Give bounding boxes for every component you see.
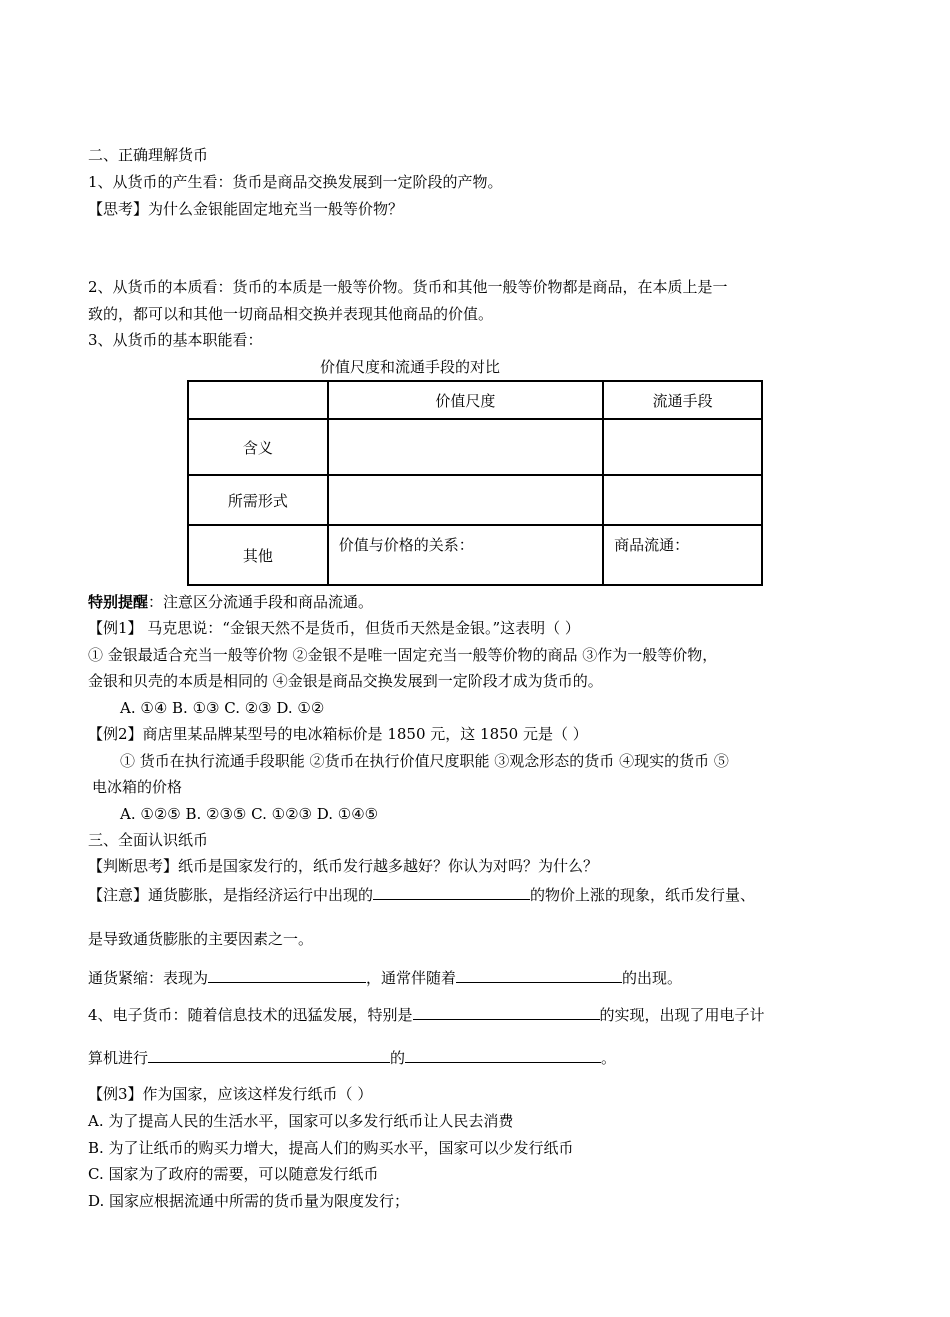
example-1-options-line-2: 金银和贝壳的本质是相同的 ④金银是商品交换发展到一定阶段才成为货币的。 — [88, 672, 603, 690]
fill-blank[interactable] — [456, 966, 622, 983]
p4-text-3: 算机进行 — [88, 1049, 149, 1067]
example-3-option-a: A. 为了提高人民的生活水平，国家可以多发行纸币让人民去消费 — [88, 1112, 514, 1130]
paragraph-1: 1、从货币的产生看：货币是商品交换发展到一定阶段的产物。 — [88, 173, 503, 191]
example-2-options-line-1: ① 货币在执行流通手段职能 ②货币在执行价值尺度职能 ③观念形态的货币 ④现实的货币 ⑤ — [120, 752, 729, 770]
row-label-form: 所需形式 — [188, 475, 328, 525]
table-row — [188, 525, 762, 585]
note-text-1: 【注意】通货膨胀，是指经济运行中出现的 — [88, 886, 374, 904]
cell-commodity-circulation: 商品流通： — [603, 525, 762, 585]
example-1-options-line-1: ① 金银最适合充当一般等价物 ②金银不是唯一固定充当一般等价物的商品 ③作为一般等价物， — [88, 646, 718, 664]
fill-blank[interactable] — [405, 1046, 601, 1063]
think-question: 【思考】为什么金银能固定地充当一般等价物？ — [88, 200, 404, 218]
table-row — [188, 475, 762, 525]
header-cell-empty — [188, 381, 328, 419]
table-cell — [603, 419, 762, 475]
note-line-1 — [88, 883, 755, 905]
reminder-text: ：注意区分流通手段和商品流通。 — [148, 593, 374, 611]
fill-blank[interactable] — [208, 966, 366, 983]
example-3-option-b: B. 为了让纸币的购买力增大，提高人们的购买水平，国家可以少发行纸币 — [88, 1139, 574, 1157]
example-1-stem: 【例1】 马克思说：“金银天然不是货币，但货币天然是金银。”这表明（ ） — [88, 619, 580, 637]
table-row — [188, 419, 762, 475]
paragraph-2-line-1: 2、从货币的本质看：货币的本质是一般等价物。货币和其他一般等价物都是商品，在本质上是一 — [88, 278, 728, 296]
note-text-2: 的物价上涨的现象，纸币发行量、 — [530, 886, 756, 904]
paragraph-2-line-2: 致的，都可以和其他一切商品相交换并表现其他商品的价值。 — [88, 305, 494, 323]
header-cell-circulation: 流通手段 — [603, 381, 762, 419]
fill-blank[interactable] — [373, 883, 530, 900]
p4-text-2: 的实现，出现了用电子计 — [599, 1006, 765, 1024]
note-line-2: 是导致通货膨胀的主要因素之一。 — [88, 930, 314, 948]
paragraph-4-line-1 — [88, 1003, 765, 1025]
deflation-text-2: ，通常伴随着 — [366, 969, 457, 987]
example-1-choices: A. ①④ B. ①③ C. ②③ D. ①② — [120, 699, 325, 717]
section-2-title: 二、正确理解货币 — [88, 146, 209, 164]
judge-question: 【判断思考】纸币是国家发行的，纸币发行越多越好？你认为对吗？为什么？ — [88, 857, 599, 875]
table-header-row — [188, 381, 762, 419]
table-cell — [328, 475, 603, 525]
header-cell-value-measure: 价值尺度 — [328, 381, 603, 419]
deflation-text-3: 的出现。 — [622, 969, 683, 987]
row-label-other: 其他 — [188, 525, 328, 585]
section-3-title: 三、全面认识纸币 — [88, 831, 209, 849]
example-3-option-d: D. 国家应根据流通中所需的货币量为限度发行； — [88, 1192, 410, 1210]
p4-text-1: 4、电子货币：随着信息技术的迅猛发展，特别是 — [88, 1006, 413, 1024]
reminder-label: 特别提醒 — [88, 593, 149, 611]
table-cell — [603, 475, 762, 525]
paragraph-4-line-2 — [88, 1046, 616, 1068]
example-3-option-c: C. 国家为了政府的需要，可以随意发行纸币 — [88, 1165, 379, 1183]
cell-value-price-relation: 价值与价格的关系： — [328, 525, 603, 585]
example-2-options-line-2: 电冰箱的价格 — [92, 778, 183, 796]
deflation-line — [88, 966, 682, 988]
table-cell — [328, 419, 603, 475]
example-2-choices: A. ①②⑤ B. ②③⑤ C. ①②③ D. ①④⑤ — [120, 805, 379, 823]
row-label-meaning: 含义 — [188, 419, 328, 475]
paragraph-3: 3、从货币的基本职能看： — [88, 331, 263, 349]
special-reminder — [88, 592, 373, 612]
example-2-stem: 【例2】商店里某品牌某型号的电冰箱标价是 1850 元，这 1850 元是（ ） — [88, 725, 588, 743]
p4-text-5: 。 — [601, 1049, 617, 1067]
deflation-text-1: 通货紧缩：表现为 — [88, 969, 209, 987]
example-3-stem: 【例3】作为国家，应该这样发行纸币（ ） — [88, 1085, 373, 1103]
table-caption: 价值尺度和流通手段的对比 — [320, 358, 501, 376]
comparison-table — [187, 380, 763, 586]
p4-text-4: 的 — [390, 1049, 406, 1067]
fill-blank[interactable] — [148, 1046, 390, 1063]
fill-blank[interactable] — [413, 1003, 600, 1020]
